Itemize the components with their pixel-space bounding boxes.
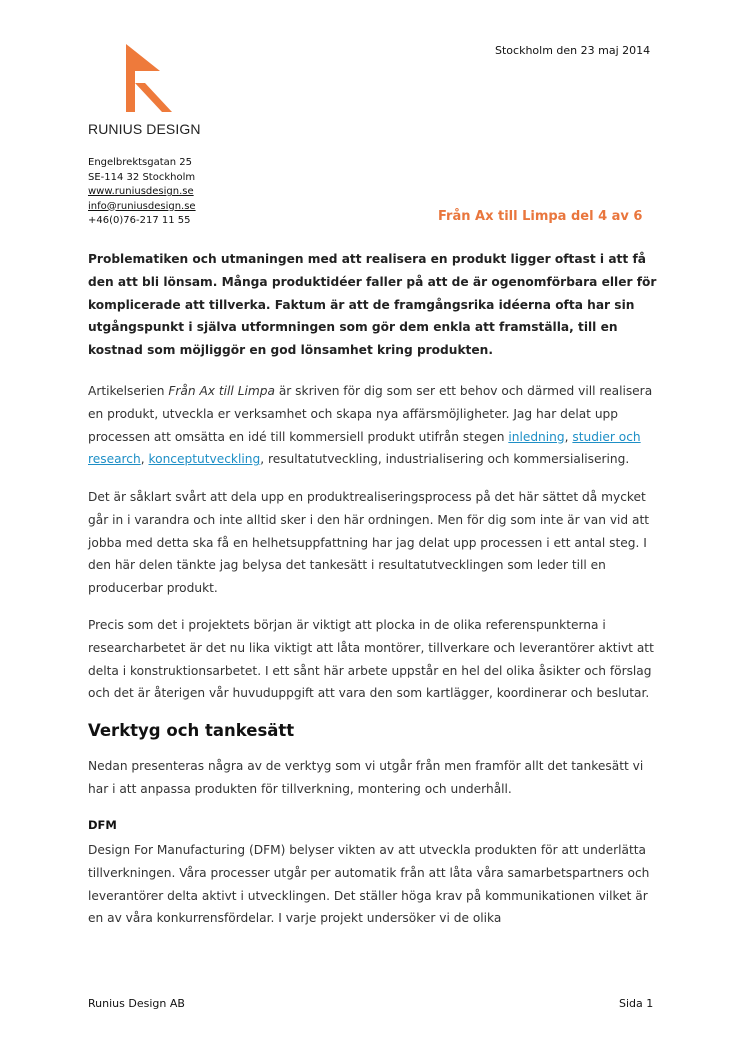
address-street: Engelbrektsgatan 25 xyxy=(88,157,193,168)
email-link[interactable]: info@runiusdesign.se xyxy=(88,200,196,212)
intro-paragraph: Artikelserien Från Ax till Limpa är skriven för dig som ser ett behov och därmed vill realisera en produkt, utveckla er verksamhet och skapa nya affärsmöjligheter. Jag har delat upp processen att omsätta en idé till kommersiell produkt utifrån stegen inledning, studier och research, konceptutveckling, resultatutveckling, industrialisering och kommersialisering. xyxy=(88,384,653,467)
address-block xyxy=(88,156,196,229)
brand-name: RUNIUS DESIGN xyxy=(88,121,201,137)
footer-company: Runius Design AB xyxy=(88,997,185,1010)
footer-page-number: Sida 1 xyxy=(619,997,654,1010)
article-headline: Från Ax till Limpa del 4 av 6 xyxy=(438,209,643,224)
link-konceptutveckling[interactable]: konceptutveckling xyxy=(148,452,261,467)
paragraph-3: Precis som det i projektets början är viktigt att plocka in de olika referenspunkterna i researcharbetet är det nu lika viktigt att låta montörer, tillverkare och leverantörer aktivt att delta i konstruktionsarbetet. I ett sånt här arbete uppstår en hel del olika åsikter och förslag och det är återigen vår huvuduppgift att vara den som kartlägger, koordinerar och beslutar. xyxy=(88,618,654,701)
link-studier-och-research[interactable]: studier och research xyxy=(88,429,641,467)
paragraph-5: Design For Manufacturing (DFM) belyser vikten av att utveckla produkten för att underlätta tillverkningen. Våra processer utgår per automatik från att låta våra samarbetspartners och leverantörer delta aktivt i utvecklingen. Det ställer höga krav på kommunikationen vilket är en av våra konkurrensfördelar. I varje projekt undersöker vi de olika xyxy=(88,843,650,926)
logo-mark-icon xyxy=(88,44,208,116)
phone-number: +46(0)76-217 11 55 xyxy=(88,215,191,226)
section-heading: Verktyg och tankesätt xyxy=(88,721,295,740)
lead-paragraph: Problematiken och utmaningen med att realisera en produkt ligger oftast i att få den att bli lönsam. Många produktidéer faller på att de är ogenomförbara eller för komplicerade att tillverka. Faktum är att de framgångsrika idéerna ofta har sin utgångspunkt i själva utformningen som gör dem enkla att framställa, till en kostnad som möjliggör en god lönsamhet kring produkten. xyxy=(88,252,657,358)
paragraph-4: Nedan presenteras några av de verktyg som vi utgår från men framför allt det tankesätt vi har i att anpassa produkten för tillverkning, montering och underhåll. xyxy=(88,759,644,796)
subsection-heading: DFM xyxy=(88,818,117,832)
link-inledning[interactable]: inledning xyxy=(508,429,565,444)
company-logo xyxy=(88,44,208,116)
paragraph-2: Det är såklart svårt att dela upp en produktrealiseringsprocess på det här sättet då mycket går in i varandra och inte alltid sker i den här ordningen. Men för dig som inte är van vid att jobba med detta ska få en helhetsuppfattning har jag delat upp processen i ett antal steg. I den här delen tänkte jag belysa det tankesätt i resultatutvecklingen som leder till en producerbar produkt. xyxy=(88,490,650,596)
letter-date: Stockholm den 23 maj 2014 xyxy=(495,44,651,57)
address-postal: SE-114 32 Stockholm xyxy=(88,171,196,183)
website-link[interactable]: www.runiusdesign.se xyxy=(88,186,194,197)
series-title: Från Ax till Limpa xyxy=(168,384,275,398)
